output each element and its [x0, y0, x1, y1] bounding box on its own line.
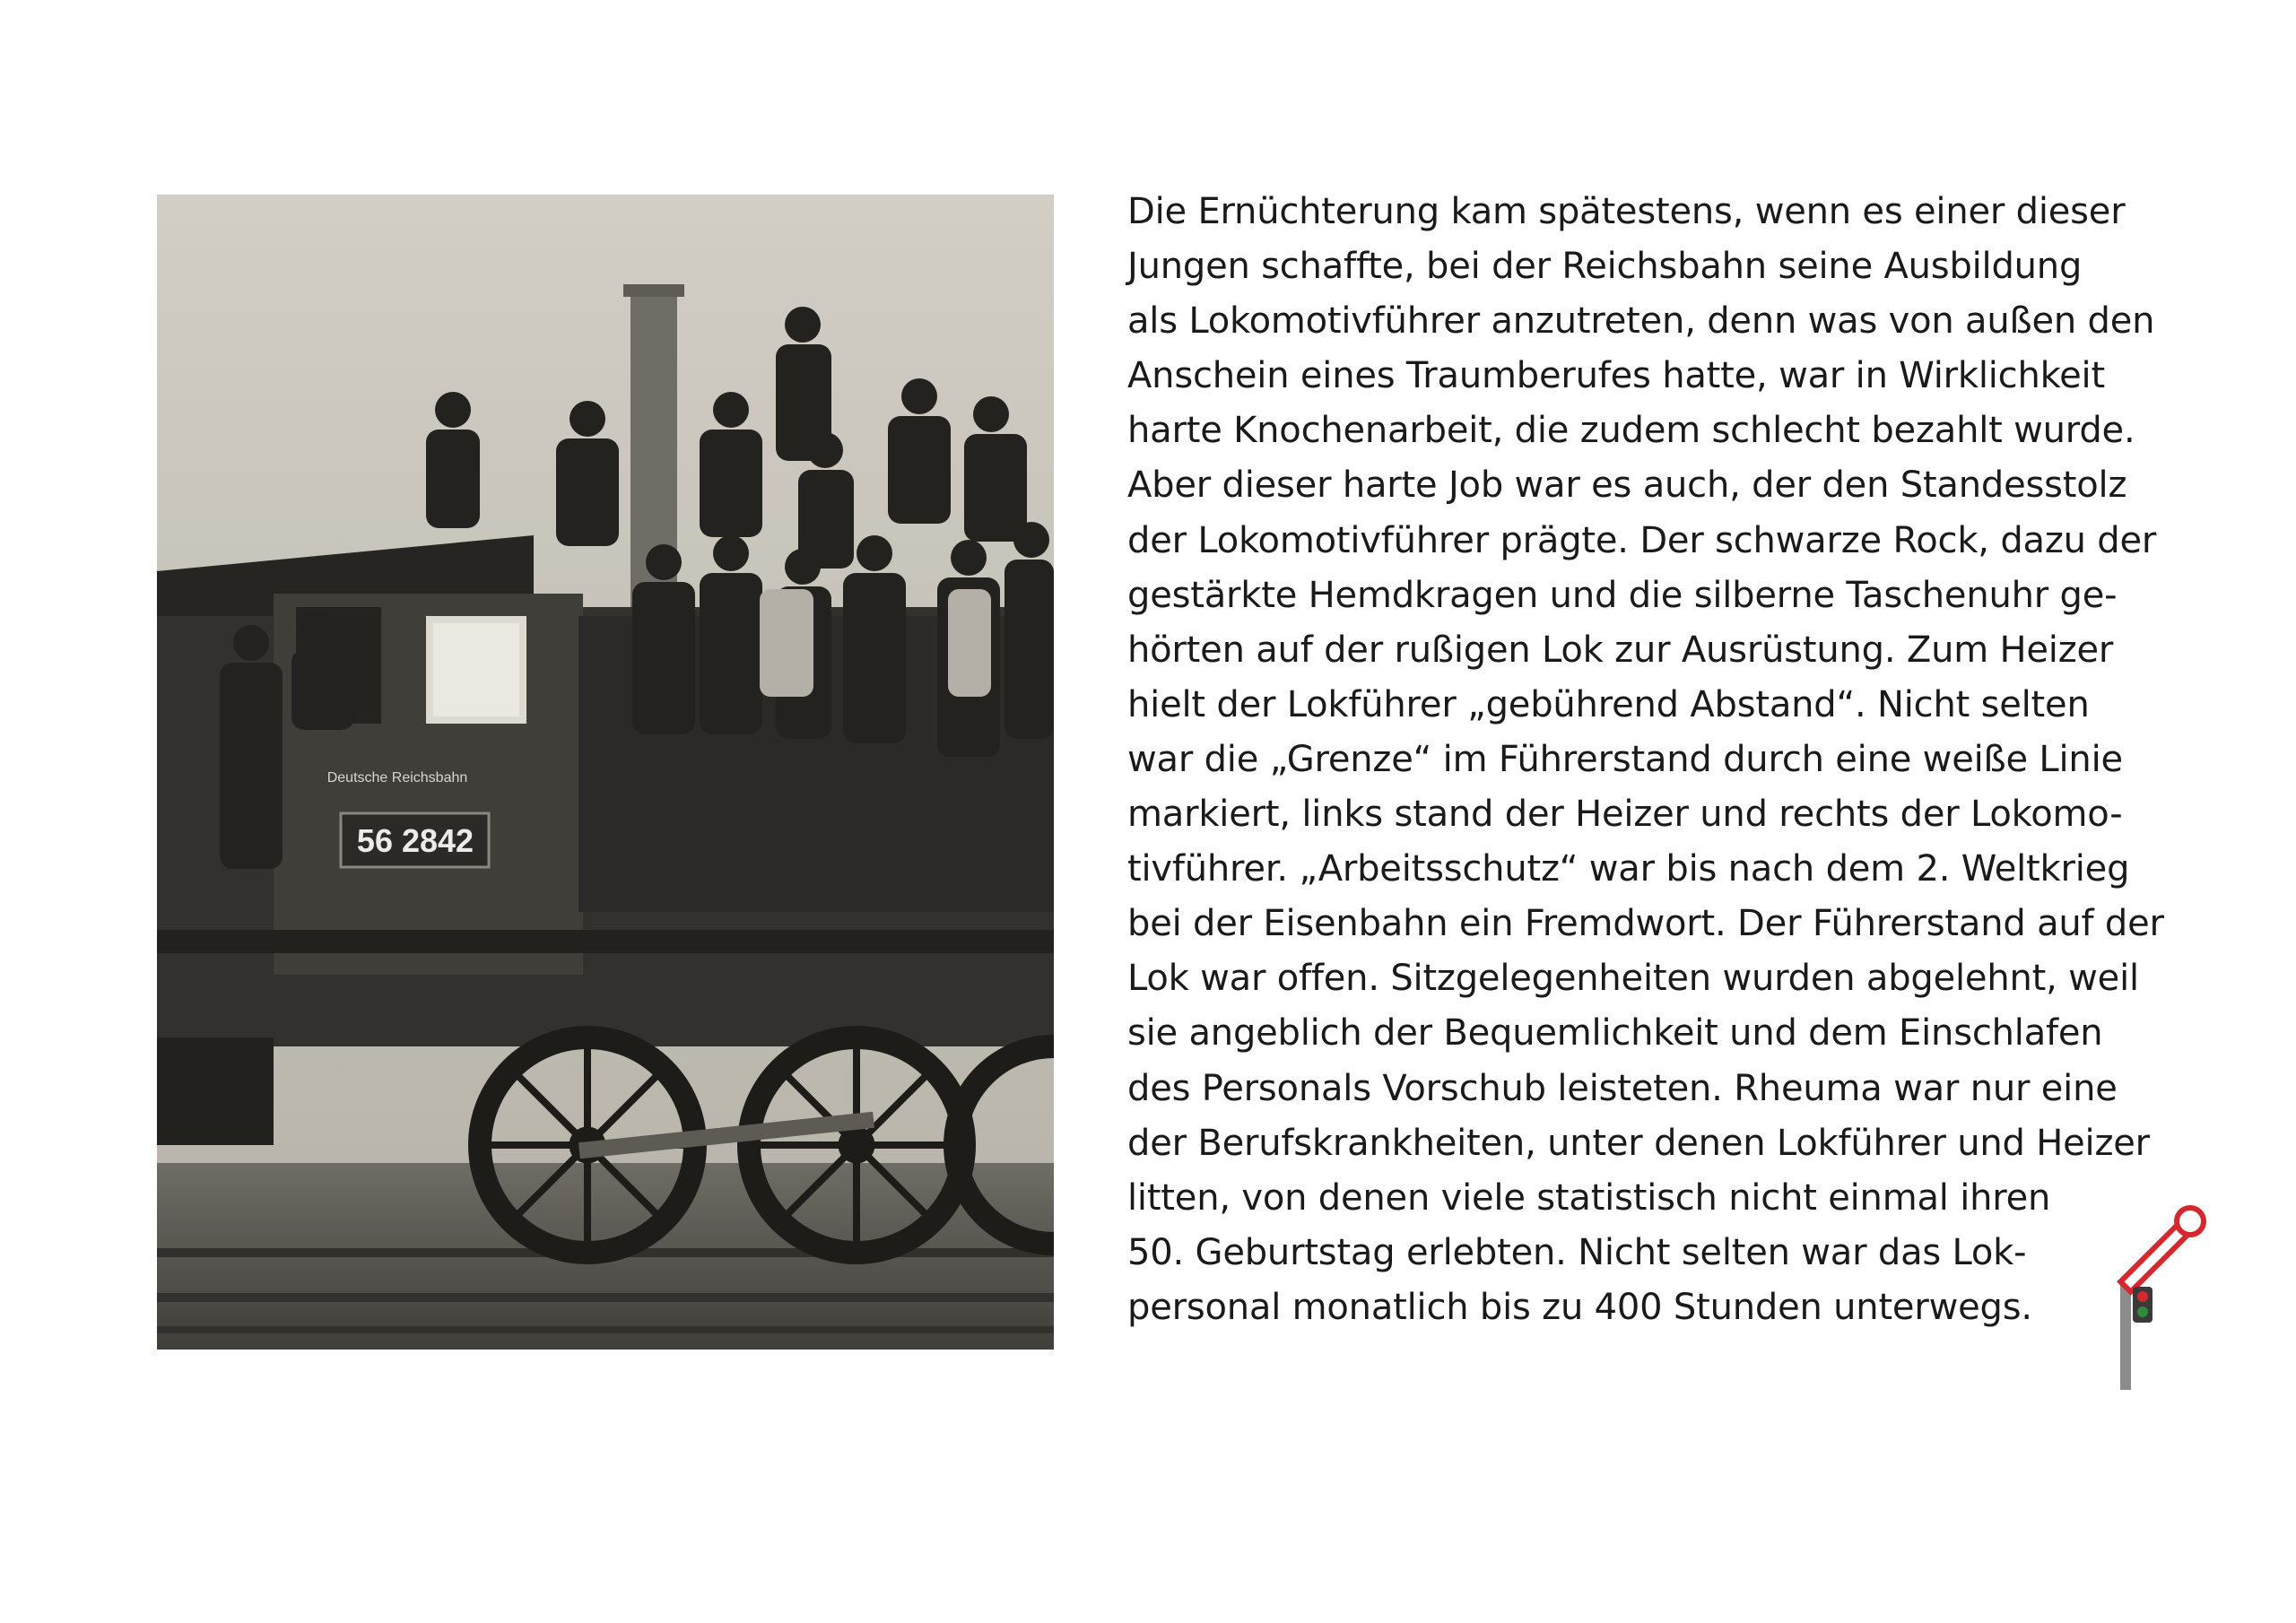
text-line: tivführer. „Arbeitsschutz“ war bis nach dem 2. Weltkrieg	[1127, 848, 2130, 890]
text-line: litten, von denen viele statistisch nicht einmal ihren	[1127, 1176, 2051, 1219]
text-line: Lok war offen. Sitzgelegenheiten wurden abgelehnt, weil	[1127, 958, 2139, 1000]
text-line: des Personals Vorschub leisteten. Rheuma war nur eine	[1127, 1067, 2118, 1109]
text-line: Jungen schaffte, bei der Reichsbahn seine Ausbildung	[1127, 246, 2083, 288]
text-line: hielt der Lokführer „gebührend Abstand“. Nicht selten	[1127, 683, 2090, 725]
body-text	[1127, 185, 2204, 1335]
text-line: der Lokomotivführer prägte. Der schwarze Rock, dazu der	[1127, 519, 2157, 561]
text-line: Anschein eines Traumberufes hatte, war in Wirklichkeit	[1127, 355, 2105, 397]
locomotive-photo	[157, 195, 1054, 1350]
text-line: Die Ernüchterung kam spätestens, wenn es einer dieser	[1127, 191, 2126, 232]
text-line: sie angeblich der Bequemlichkeit und dem Einschlafen	[1127, 1012, 2103, 1055]
text-line: als Lokomotivführer anzutreten, denn was von außen den	[1127, 300, 2155, 343]
locomotive-photo-graphic	[157, 195, 1054, 1350]
railway-semaphore-signal-icon	[2099, 1197, 2206, 1390]
cab-lettering: Deutsche Reichsbahn	[326, 770, 468, 785]
text-line: 50. Geburtstag erlebten. Nicht selten war das Lok-	[1127, 1231, 2027, 1273]
text-line: der Berufskrankheiten, unter denen Lokführer und Heizer	[1127, 1122, 2150, 1164]
text-line: gestärkte Hemdkragen und die silberne Taschenuhr ge-	[1127, 574, 2118, 616]
text-line: markiert, links stand der Heizer und rechts der Lokomo-	[1127, 794, 2123, 836]
text-line: bei der Eisenbahn ein Fremdwort. Der Führerstand auf der	[1127, 903, 2164, 945]
text-line: Aber dieser harte Job war es auch, der den Standesstolz	[1127, 464, 2127, 507]
text-line: hörten auf der rußigen Lok zur Ausrüstung. Zum Heizer	[1127, 629, 2114, 671]
text-line: personal monatlich bis zu 400 Stunden unterwegs.	[1127, 1286, 2032, 1328]
locomotive-number: 56 2842	[356, 822, 474, 859]
text-line: harte Knochenarbeit, die zudem schlecht bezahlt wurde.	[1127, 410, 2135, 452]
text-line: war die „Grenze“ im Führerstand durch eine weiße Linie	[1127, 738, 2123, 780]
